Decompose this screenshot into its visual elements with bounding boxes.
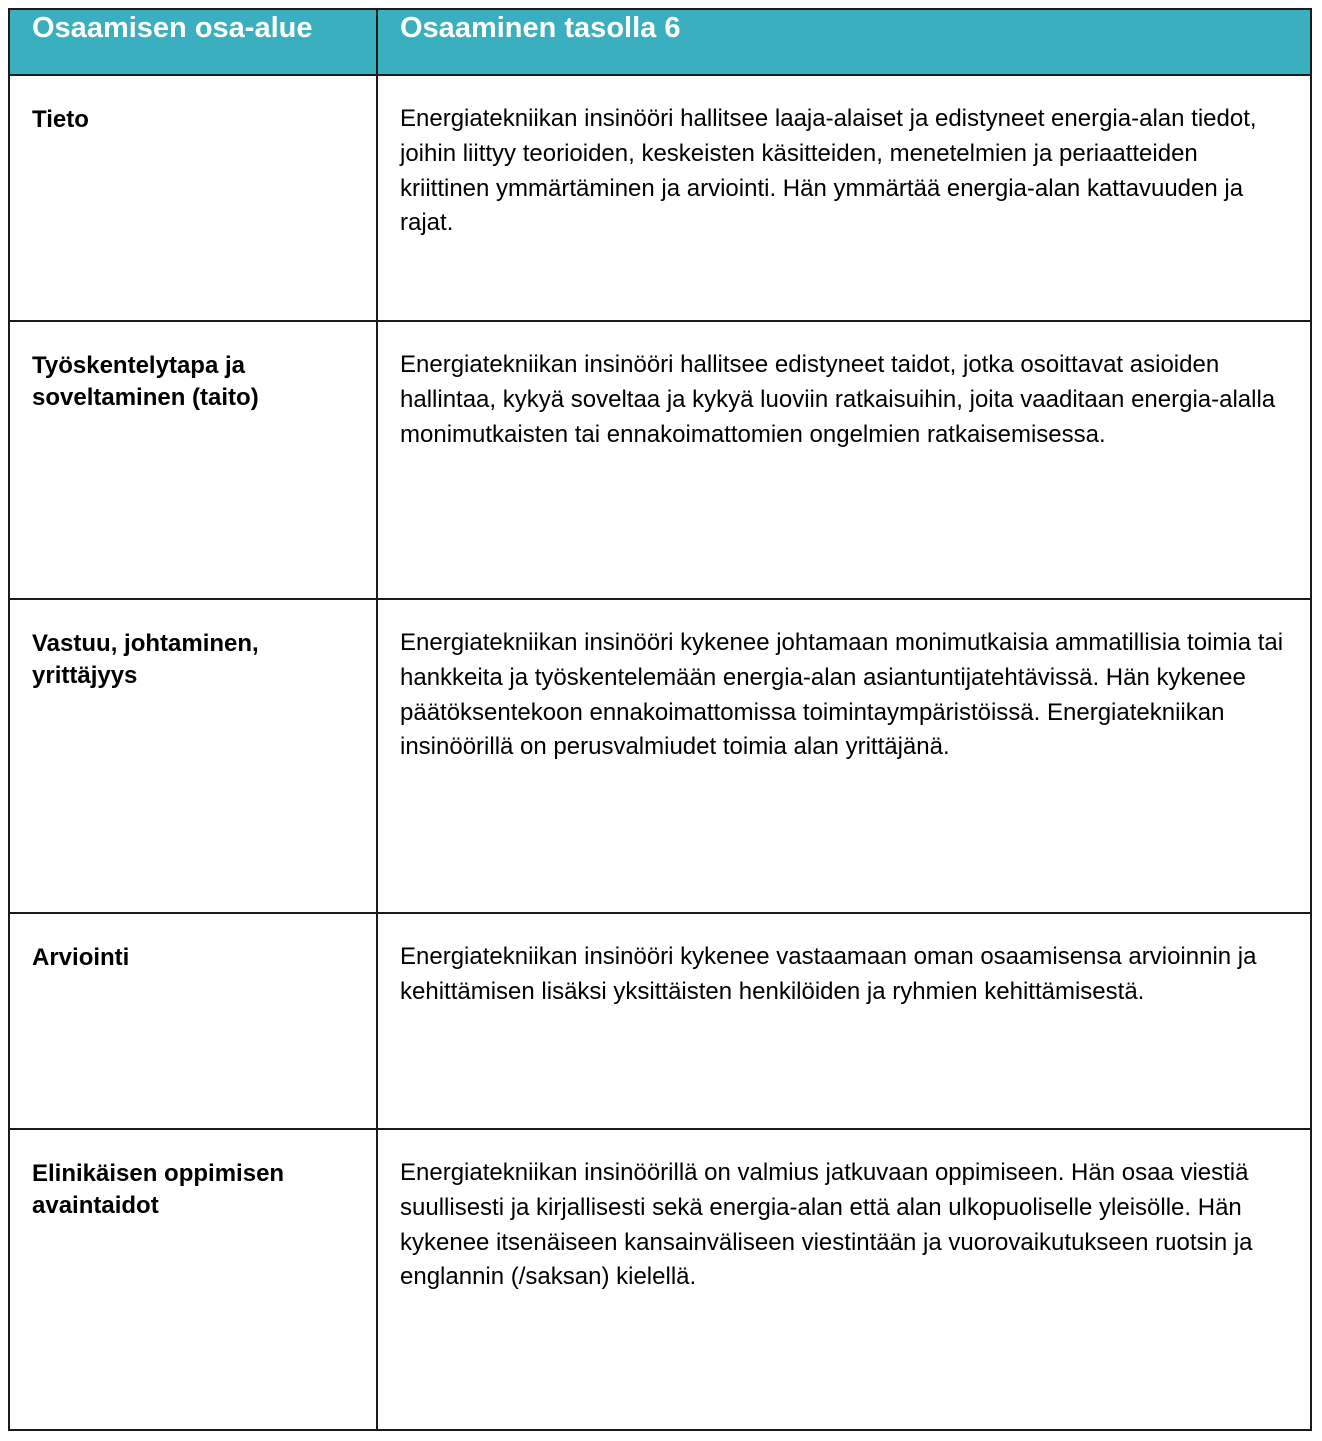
- column-header-description: Osaaminen tasolla 6: [377, 9, 1311, 75]
- cell-area: Vastuu, johtaminen, yrittäjyys: [9, 599, 377, 913]
- cell-description: Energiatekniikan insinööri kykenee vastaamaan oman osaamisensa arvioinnin ja kehittämisen lisäksi yksittäisten henkilöiden ja ryhmien kehittämisestä.: [377, 913, 1311, 1129]
- cell-area: Elinikäisen oppimisen avaintaidot: [9, 1129, 377, 1430]
- cell-area: Tieto: [9, 75, 377, 321]
- table-row: [9, 1129, 1311, 1430]
- competence-table: [8, 8, 1312, 1431]
- cell-area: Arviointi: [9, 913, 377, 1129]
- table-header-row: [9, 9, 1311, 75]
- cell-description: Energiatekniikan insinöörillä on valmius jatkuvaan oppimiseen. Hän osaa viestiä suullisesti ja kirjallisesti sekä energia-alan että alan ulkopuoliselle yleisölle. Hän kykenee itsenäiseen kansainväliseen viestintään ja vuorovaikutukseen ruotsin ja englannin (/saksan) kielellä.: [377, 1129, 1311, 1430]
- table-row: [9, 321, 1311, 599]
- table-header: [9, 9, 1311, 75]
- table-body: [9, 75, 1311, 1430]
- cell-description: Energiatekniikan insinööri kykenee johtamaan monimutkaisia ammatillisia toimia tai hankkeita ja työskentelemään energia-alan asiantuntijatehtävissä. Hän kykenee päätöksentekoon ennakoimattomissa toimintaympäristöissä. Energiatekniikan insinöörillä on perusvalmiudet toimia alan yrittäjänä.: [377, 599, 1311, 913]
- column-header-area: Osaamisen osa-alue: [9, 9, 377, 75]
- cell-description: Energiatekniikan insinööri hallitsee edistyneet taidot, jotka osoittavat asioiden hallintaa, kykyä soveltaa ja kykyä luoviin ratkaisuihin, joita vaaditaan energia-alalla monimutkaisten tai ennakoimattomien ongelmien ratkaisemisessa.: [377, 321, 1311, 599]
- table-row: [9, 599, 1311, 913]
- table-row: [9, 913, 1311, 1129]
- table-row: [9, 75, 1311, 321]
- cell-area: Työskentelytapa ja soveltaminen (taito): [9, 321, 377, 599]
- cell-description: Energiatekniikan insinööri hallitsee laaja-alaiset ja edistyneet energia-alan tiedot, joihin liittyy teorioiden, keskeisten käsitteiden, menetelmien ja periaatteiden kriittinen ymmärtäminen ja arviointi. Hän ymmärtää energia-alan kattavuuden ja rajat.: [377, 75, 1311, 321]
